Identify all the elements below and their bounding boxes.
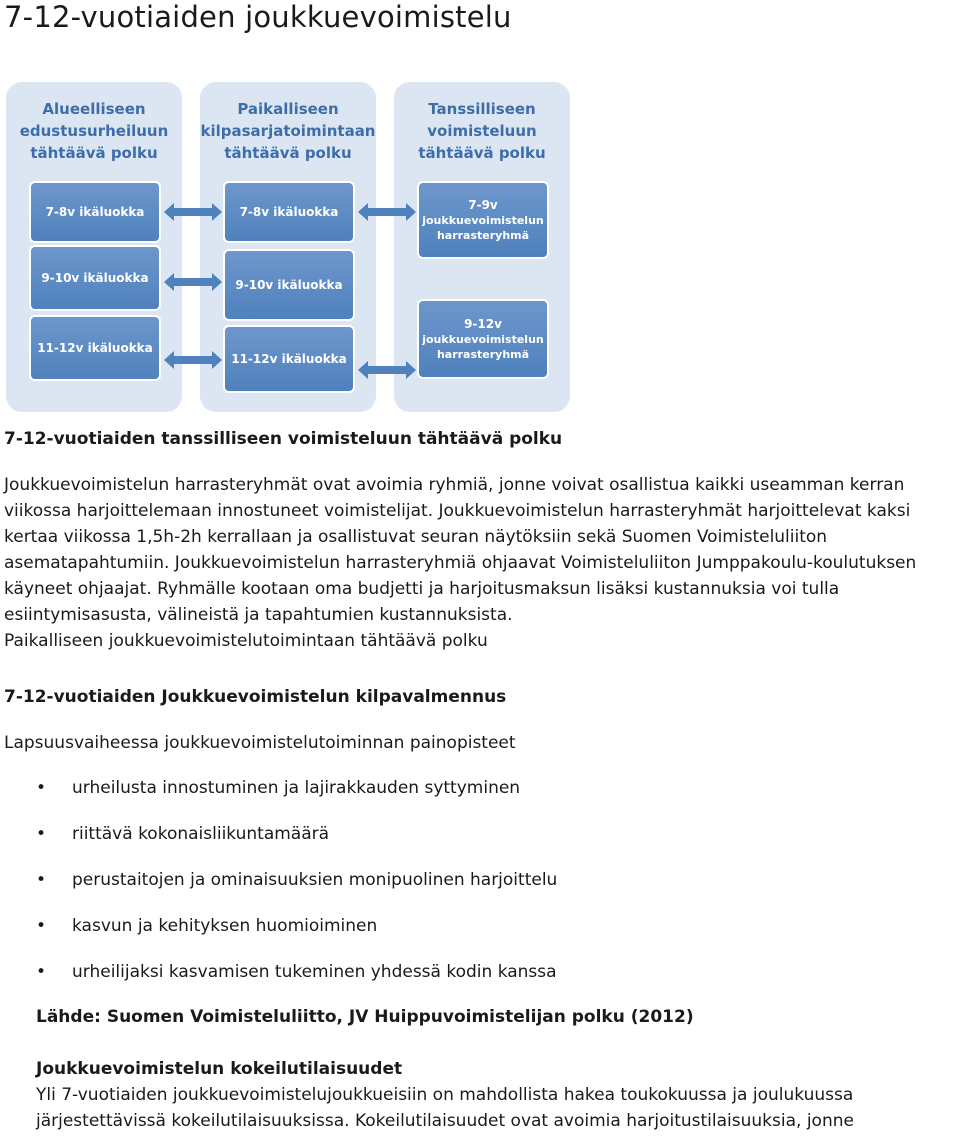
double-arrow-icon [358, 361, 416, 379]
section-title-kokeilutilaisuudet: Joukkuevoimistelun kokeilutilaisuudet [36, 1059, 403, 1079]
bullet-list [36, 775, 557, 1005]
list-item-text: urheilijaksi kasvamisen tukeminen yhdessä kodin kanssa [72, 962, 557, 982]
diagram-header-text: Paikalliseen [237, 100, 339, 118]
diagram-box-text: 7-8v ikäluokka [45, 205, 145, 219]
list-item [36, 867, 557, 913]
diagram-header-text: Tanssilliseen [428, 100, 536, 118]
diagram-box-text: 9-12v [464, 317, 502, 331]
diagram-box-text: 9-10v ikäluokka [41, 271, 149, 285]
list-item [36, 959, 557, 1005]
paragraph-paikallinen-line: Paikalliseen joukkuevoimistelutoimintaan tähtäävä polku [4, 631, 488, 651]
paragraph-tanssillinen [4, 472, 959, 654]
diagram-header-text: tähtäävä polku [224, 144, 352, 162]
list-item [36, 821, 557, 867]
page-title: 7-12-vuotiaiden joukkuevoimistelu [4, 0, 512, 34]
double-arrow-icon [358, 203, 416, 221]
bullet-dot-icon: • [36, 778, 47, 798]
diagram-box-text: 11-12v ikäluokka [231, 352, 347, 366]
section-title-kilpavalmennus: 7-12-vuotiaiden Joukkuevoimistelun kilpavalmennus [4, 687, 507, 707]
double-arrow-icon [164, 351, 222, 369]
diagram-header-text: voimisteluun [427, 122, 537, 140]
diagram-header-text: tähtäävä polku [30, 144, 158, 162]
diagram-box-text: joukkuevoimistelun [422, 214, 544, 227]
diagram-box-text: 7-9v [468, 198, 498, 212]
list-item-text: riittävä kokonaisliikuntamäärä [72, 824, 330, 844]
double-arrow-icon [164, 203, 222, 221]
paragraph-tanssillinen-text: Joukkuevoimistelun harrasteryhmät ovat avoimia ryhmiä, jonne voivat osallistua kaikki useamman kerran viikossa harjoittelemaan innostuneet voimistelijat. Joukkuevoimistelun harrasteryhmät harjoittelevat kaksi kertaa viikossa 1,5h-2h kerrallaan ja osallistuvat seuran näytöksiin sekä Suomen Voimisteluliiton asematapahtumiin. Joukkuevoimistelun harrasteryhmiä ohjaavat Voimisteluliiton Jumppakoulu-koulutuksen käyneet ohjaajat. Ryhmälle kootaan oma budjetti ja harjoitusmaksun lisäksi kustannuksia voi tulla esiintymisasusta, välineistä ja tapahtumien kustannuksista. [4, 475, 917, 625]
paragraph-kokeilutilaisuudet: Yli 7-vuotiaiden joukkuevoimistelujoukkueisiin on mahdollista hakea toukokuussa ja joulukuussa järjestettävissä kokeilutilaisuuksissa. Kokeilutilaisuudet ovat avoimia harjoitustilaisuuksia, jonne [36, 1085, 854, 1131]
source-citation: Lähde: Suomen Voimisteluliitto, JV Huippuvoimistelijan polku (2012) [36, 1007, 694, 1027]
list-item-text: perustaitojen ja ominaisuuksien monipuolinen harjoittelu [72, 870, 558, 890]
list-item-text: urheilusta innostuminen ja lajirakkauden syttyminen [72, 778, 521, 798]
bullet-dot-icon: • [36, 962, 47, 982]
diagram-box-text: joukkuevoimistelun [422, 333, 544, 346]
diagram-box-text: harrasteryhmä [436, 348, 530, 361]
diagram-box-text: 9-10v ikäluokka [235, 278, 343, 292]
section-title-tanssillinen: 7-12-vuotiaiden tanssilliseen voimisteluun tähtäävä polku [4, 429, 563, 449]
list-item-text: kasvun ja kehityksen huomioiminen [72, 916, 378, 936]
diagram-box-text: 7-8v ikäluokka [239, 205, 339, 219]
diagram-header-text: kilpasarjatoimintaan [200, 122, 376, 140]
diagram-header-text: tähtäävä polku [418, 144, 546, 162]
pathway-diagram [0, 70, 580, 415]
pathway-diagram-svg [0, 70, 580, 415]
list-item [36, 775, 557, 821]
bullet-dot-icon: • [36, 916, 47, 936]
diagram-header-text: Alueelliseen [42, 100, 146, 118]
diagram-header-text: edustusurheiluun [19, 122, 169, 140]
subtitle-lapsuusvaihe: Lapsuusvaiheessa joukkuevoimistelutoiminnan painopisteet [4, 733, 516, 753]
bullet-dot-icon: • [36, 824, 47, 844]
list-item [36, 913, 557, 959]
bullet-dot-icon: • [36, 870, 47, 890]
diagram-box-text: harrasteryhmä [436, 229, 530, 242]
double-arrow-icon [164, 273, 222, 291]
diagram-box-text: 11-12v ikäluokka [37, 341, 153, 355]
